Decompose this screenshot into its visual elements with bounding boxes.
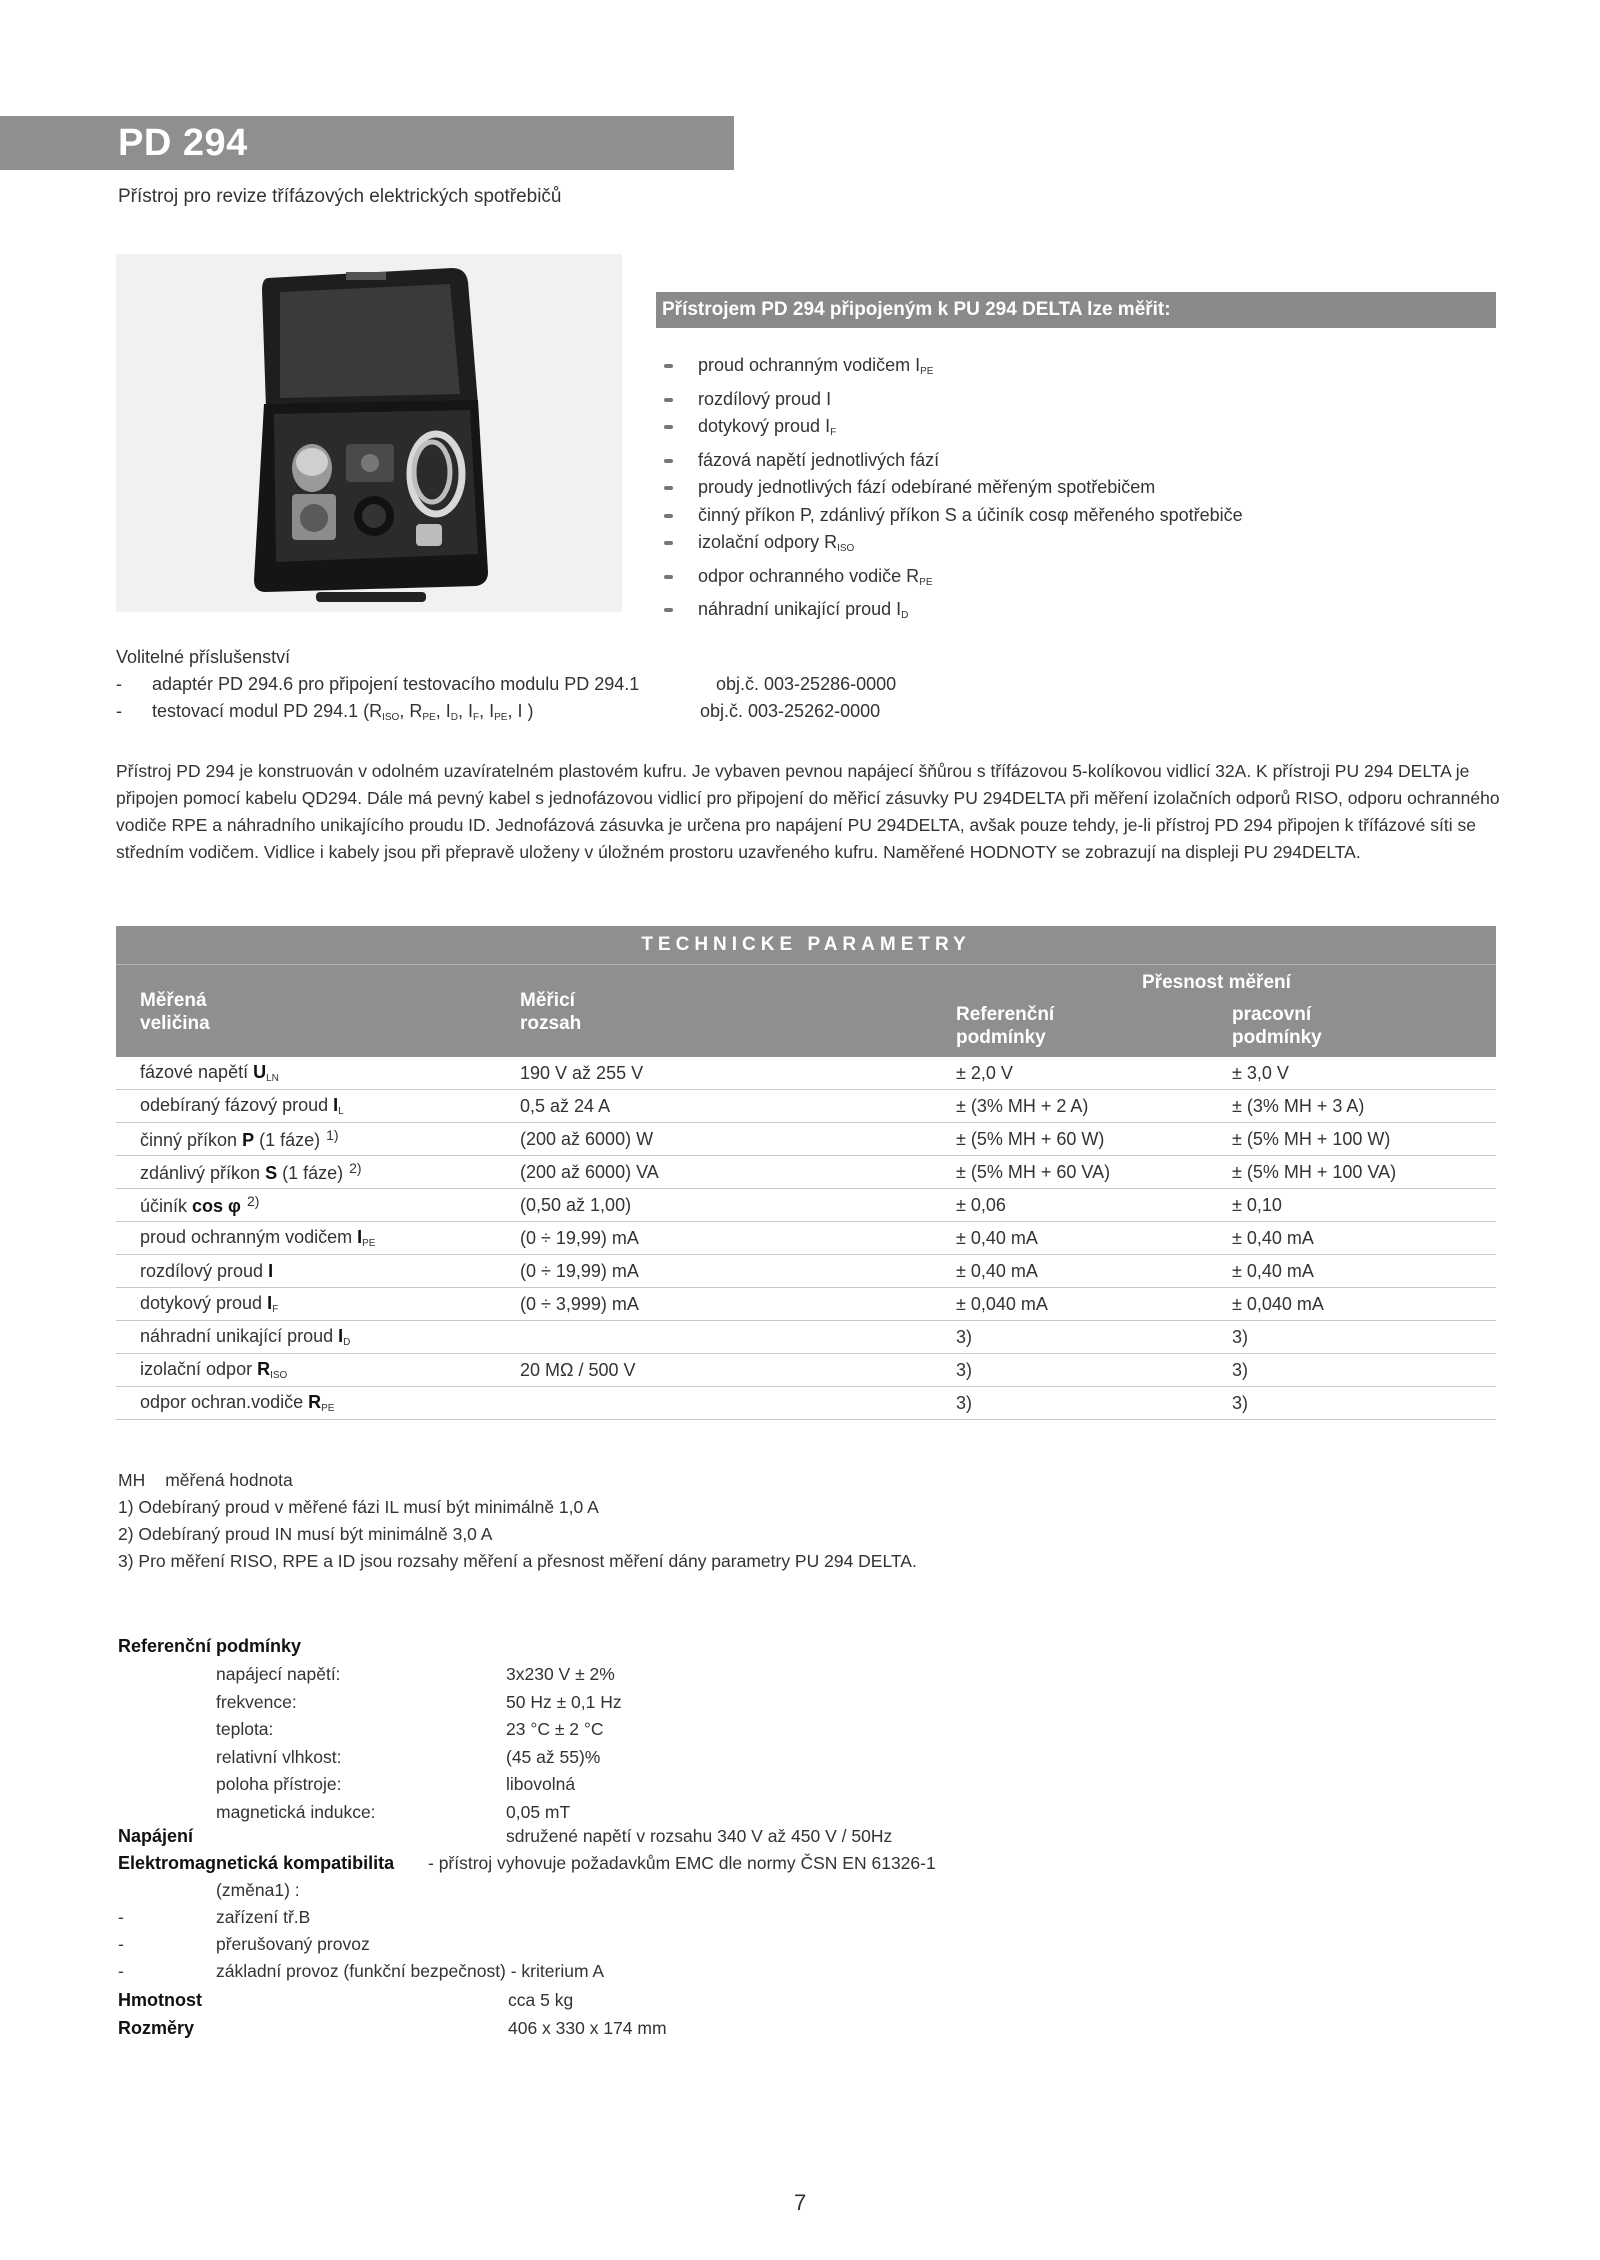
accessory-code: obj.č. 003-25262-0000 bbox=[700, 701, 881, 721]
note-3: 3) Pro měření RISO, RPE a ID jsou rozsahy měření a přesnost měření dány parametry PU 294 DELTA. bbox=[118, 1551, 917, 1571]
footnote-marker: 2) bbox=[349, 1160, 362, 1176]
quantity-subscript: ISO bbox=[270, 1370, 288, 1381]
cell-reference: 3) bbox=[956, 1321, 1232, 1354]
measure-item-text: proudy jednotlivých fází odebírané měřeným spotřebičem bbox=[698, 477, 1156, 497]
quantity-name: náhradní unikající proud bbox=[140, 1326, 339, 1346]
quantity-symbol: R bbox=[308, 1392, 322, 1412]
quantity-subscript: D bbox=[343, 1337, 351, 1348]
emc-item: přerušovaný provoz bbox=[216, 1934, 370, 1954]
cell-working: ± 0,10 bbox=[1232, 1189, 1496, 1222]
measure-item bbox=[660, 447, 1243, 475]
measure-item bbox=[660, 352, 1243, 386]
cell-working: ± 0,040 mA bbox=[1232, 1288, 1496, 1321]
note-mh-abbr: MH bbox=[118, 1470, 146, 1490]
cell-reference: 3) bbox=[956, 1387, 1232, 1420]
cell-range: (0,50 až 1,00) bbox=[520, 1189, 956, 1222]
quantity-symbol: S bbox=[265, 1163, 278, 1183]
reference-param-label: napájecí napětí: bbox=[216, 1664, 341, 1684]
bullet-icon bbox=[664, 459, 673, 463]
cell-reference: 3) bbox=[956, 1354, 1232, 1387]
quantity-name: proud ochranným vodičem bbox=[140, 1227, 358, 1247]
cell-reference: ± (5% MH + 60 VA) bbox=[956, 1156, 1232, 1189]
measure-item bbox=[660, 529, 1243, 563]
quantity-suffix: (1 fáze) bbox=[277, 1163, 344, 1183]
emc-item-dash: - bbox=[118, 1961, 124, 1981]
module-text-part: , I bbox=[435, 701, 451, 721]
note-2: 2) Odebíraný proud IN musí být minimálně 3,0 A bbox=[118, 1524, 493, 1544]
table-title: TECHNICKE PARAMETRY bbox=[116, 926, 1496, 965]
header-quantity-line1: Měřená bbox=[140, 990, 207, 1011]
cell-reference: ± 0,40 mA bbox=[956, 1222, 1232, 1255]
module-text-part: , I bbox=[457, 701, 473, 721]
footnote-marker: 1) bbox=[326, 1127, 339, 1143]
cell-working: ± (5% MH + 100 W) bbox=[1232, 1123, 1496, 1156]
header-reference bbox=[956, 1003, 1054, 1049]
cell-reference: ± 0,040 mA bbox=[956, 1288, 1232, 1321]
quantity-symbol: I bbox=[338, 1326, 344, 1346]
header-range-line1: Měřicí bbox=[520, 990, 575, 1011]
bullet-icon bbox=[664, 541, 673, 545]
cell-range: 190 V až 255 V bbox=[520, 1057, 956, 1090]
reference-param-label: magnetická indukce: bbox=[216, 1801, 376, 1822]
measure-item-subscript: F bbox=[830, 427, 837, 438]
module-text-part: testovací modul PD 294.1 (R bbox=[152, 701, 383, 721]
cell-working: 3) bbox=[1232, 1354, 1496, 1387]
page-title: PD 294 bbox=[118, 122, 248, 164]
accessories-title: Volitelné příslušenství bbox=[116, 647, 291, 667]
quantity-subscript: L bbox=[338, 1106, 344, 1117]
reference-param-value: 50 Hz ± 0,1 Hz bbox=[506, 1691, 622, 1712]
quantity-symbol: I bbox=[267, 1293, 273, 1313]
quantity-name: rozdílový proud bbox=[140, 1260, 269, 1281]
header-accuracy: Přesnost měření bbox=[1142, 972, 1291, 993]
header-quantity bbox=[140, 989, 210, 1035]
power-value: sdružené napětí v rozsahu 340 V až 450 V / 50Hz bbox=[506, 1826, 893, 1846]
table-body bbox=[116, 1057, 1496, 1420]
quantity-name: zdánlivý příkon bbox=[140, 1163, 266, 1183]
measure-item-subscript: PE bbox=[920, 366, 934, 377]
accessory-item-adapter bbox=[116, 674, 639, 695]
measure-item bbox=[660, 386, 1243, 414]
page-number: 7 bbox=[794, 2190, 807, 2215]
cell-quantity bbox=[116, 1090, 520, 1123]
quantity-name: izolační odpor bbox=[140, 1359, 258, 1379]
cell-working: ± (5% MH + 100 VA) bbox=[1232, 1156, 1496, 1189]
footnote-marker: 2) bbox=[246, 1193, 260, 1209]
reference-param-value: 0,05 mT bbox=[506, 1801, 571, 1822]
table-row bbox=[116, 1255, 1496, 1288]
cell-range: (0 ÷ 19,99) mA bbox=[520, 1255, 956, 1288]
cell-range: (200 až 6000) W bbox=[520, 1123, 956, 1156]
quantity-suffix: (1 fáze) bbox=[254, 1130, 321, 1150]
measure-item bbox=[660, 596, 1243, 630]
cell-quantity bbox=[116, 1057, 520, 1090]
measure-item-text: náhradní unikající proud I bbox=[698, 599, 902, 619]
accessory-dash: - bbox=[116, 674, 122, 694]
measure-item bbox=[660, 502, 1243, 530]
cell-quantity bbox=[116, 1321, 520, 1354]
table-header bbox=[116, 965, 1496, 1057]
header-working-line2: podmínky bbox=[1232, 1027, 1322, 1048]
module-subscript: D bbox=[450, 712, 458, 723]
cell-reference: ± 0,40 mA bbox=[956, 1255, 1232, 1288]
table-row bbox=[116, 1090, 1496, 1123]
measure-item-text: izolační odpory R bbox=[698, 532, 838, 552]
accessory-code: obj.č. 003-25286-0000 bbox=[716, 674, 897, 694]
cell-quantity bbox=[116, 1123, 520, 1156]
reference-param-label: relativní vlhkost: bbox=[216, 1746, 342, 1767]
measure-item bbox=[660, 474, 1243, 502]
description-paragraph: Přístroj PD 294 je konstruován v odolném uzavíratelném plastovém kufru. Je vybaven pevnou napájecí šňůrou s třífázovou 5-kolíkovou vidlicí 32A. K přístroji PU 294 DELTA je připojen pomocí kabelu QD294. Dále má pevný kabel s jednofázovou vidlicí pro připojení do měřicí zásuvky PU 294DELTA při měření izolačních odporů RISO, odporu ochranného vodiče RPE a náhradního unikajícího proudu ID. Jednofázová zásuvka je určena pro napájení PU 294DELTA, avšak pouze tehdy, je-li přístroj PD 294 připojen k třífázové síti se středním vodičem. Vidlice i kabely jsou při přepravě uloženy v úložném prostoru uzavřeného kufru. Naměřené HODNOTY se zobrazují na displeji PU 294DELTA. bbox=[116, 761, 1500, 862]
weight-value: cca 5 kg bbox=[508, 1990, 574, 2010]
table-row bbox=[116, 1321, 1496, 1354]
quantity-subscript: PE bbox=[362, 1238, 376, 1249]
module-text-part: , I ) bbox=[507, 701, 534, 721]
cell-quantity bbox=[116, 1354, 520, 1387]
quantity-symbol: U bbox=[253, 1062, 267, 1082]
cell-quantity bbox=[116, 1189, 520, 1222]
header-reference-line2: podmínky bbox=[956, 1027, 1046, 1048]
cell-range: 20 MΩ / 500 V bbox=[520, 1354, 956, 1387]
module-subscript: PE bbox=[494, 712, 508, 723]
cell-working: ± 3,0 V bbox=[1232, 1057, 1496, 1090]
module-subscript: F bbox=[472, 712, 480, 723]
emc-value: - přístroj vyhovuje požadavkům EMC dle normy ČSN EN 61326-1 bbox=[428, 1853, 936, 1873]
module-text-part: , R bbox=[399, 701, 423, 721]
weight-label: Hmotnost bbox=[118, 1990, 202, 2010]
cell-reference: ± 0,06 bbox=[956, 1189, 1232, 1222]
measure-item-text: odpor ochranného vodiče R bbox=[698, 565, 920, 586]
reference-param-value: libovolná bbox=[506, 1774, 576, 1794]
header-quantity-line2: veličina bbox=[140, 1013, 210, 1034]
cell-working: ± 0,40 mA bbox=[1232, 1255, 1496, 1288]
emc-item-dash: - bbox=[118, 1934, 124, 1954]
page-subtitle: Přístroj pro revize třífázových elektrických spotřebičů bbox=[118, 186, 562, 207]
cell-quantity bbox=[116, 1156, 520, 1189]
measure-item-text: činný příkon P, zdánlivý příkon S a účiník cosφ měřeného spotřebiče bbox=[698, 504, 1243, 525]
bullet-icon bbox=[664, 608, 673, 612]
reference-param-value: (45 až 55)% bbox=[506, 1746, 601, 1767]
cell-working: 3) bbox=[1232, 1321, 1496, 1354]
bullet-icon bbox=[664, 514, 673, 518]
header-working-line1: pracovní bbox=[1232, 1004, 1312, 1025]
quantity-name: dotykový proud bbox=[140, 1293, 268, 1313]
reference-param-label: frekvence: bbox=[216, 1691, 297, 1712]
quantity-name: odebíraný fázový proud bbox=[140, 1095, 334, 1115]
cell-quantity bbox=[116, 1222, 520, 1255]
quantity-symbol: I bbox=[333, 1095, 339, 1115]
header-reference-line1: Referenční bbox=[956, 1004, 1055, 1025]
cell-quantity bbox=[116, 1387, 520, 1420]
quantity-symbol: I bbox=[357, 1227, 363, 1247]
table-row bbox=[116, 1057, 1496, 1090]
cell-range: (0 ÷ 3,999) mA bbox=[520, 1288, 956, 1321]
cell-range: (200 až 6000) VA bbox=[520, 1156, 956, 1189]
emc-item: základní provoz (funkční bezpečnost) - kriterium A bbox=[216, 1961, 605, 1981]
accessory-text: adaptér PD 294.6 pro připojení testovacího modulu PD 294.1 bbox=[152, 674, 640, 694]
emc-item: zařízení tř.B bbox=[216, 1907, 311, 1927]
measure-item-subscript: PE bbox=[919, 576, 933, 588]
dimensions-value: 406 x 330 x 174 mm bbox=[508, 2018, 667, 2038]
note-mh-text: měřená hodnota bbox=[165, 1470, 293, 1490]
reference-param-label: poloha přístroje: bbox=[216, 1774, 342, 1794]
quantity-name: odpor ochran.vodiče bbox=[140, 1392, 309, 1412]
bullet-icon bbox=[664, 398, 673, 402]
cell-range bbox=[520, 1321, 956, 1354]
module-subscript: PE bbox=[422, 712, 436, 723]
bullet-icon bbox=[664, 575, 673, 579]
measure-item-text: proud ochranným vodičem I bbox=[698, 355, 921, 375]
dimensions-label: Rozměry bbox=[118, 2018, 195, 2038]
quantity-subscript: PE bbox=[321, 1403, 335, 1414]
emc-change: (změna1) : bbox=[216, 1880, 300, 1900]
quantity-symbol: I bbox=[268, 1260, 274, 1281]
device-photo bbox=[116, 254, 622, 612]
reference-param-value: 3x230 V ± 2% bbox=[506, 1664, 615, 1684]
table-row bbox=[116, 1354, 1496, 1387]
title-band bbox=[0, 116, 734, 170]
cell-range: (0 ÷ 19,99) mA bbox=[520, 1222, 956, 1255]
table-row bbox=[116, 1189, 1496, 1222]
emc-label: Elektromagnetická kompatibilita bbox=[118, 1853, 395, 1873]
accessory-dash: - bbox=[116, 701, 122, 721]
table-row bbox=[116, 1387, 1496, 1420]
reference-param-value: 23 °C ± 2 °C bbox=[506, 1719, 604, 1739]
measure-item-text: dotykový proud I bbox=[698, 416, 831, 436]
reference-param-label: teplota: bbox=[216, 1719, 274, 1739]
table-row bbox=[116, 1123, 1496, 1156]
cell-quantity bbox=[116, 1288, 520, 1321]
header-range-line2: rozsah bbox=[520, 1013, 582, 1034]
quantity-symbol: P bbox=[242, 1130, 255, 1150]
cell-range: 0,5 až 24 A bbox=[520, 1090, 956, 1123]
technical-parameters-table bbox=[116, 926, 1496, 1420]
measure-item-text: fázová napětí jednotlivých fází bbox=[698, 449, 940, 470]
quantity-name: fázové napětí bbox=[140, 1062, 254, 1082]
bullet-icon bbox=[664, 425, 673, 429]
bullet-icon bbox=[664, 364, 673, 368]
bullet-icon bbox=[664, 486, 673, 490]
quantity-subscript: F bbox=[272, 1304, 279, 1315]
note-mh bbox=[118, 1470, 293, 1491]
cell-quantity bbox=[116, 1255, 520, 1288]
header-working bbox=[1232, 1003, 1322, 1049]
measure-item-text: rozdílový proud I bbox=[698, 388, 832, 409]
cell-reference: ± 2,0 V bbox=[956, 1057, 1232, 1090]
quantity-symbol: R bbox=[257, 1359, 271, 1379]
quantity-name: účiník bbox=[140, 1196, 193, 1216]
cell-reference: ± (5% MH + 60 W) bbox=[956, 1123, 1232, 1156]
measure-heading: Přístrojem PD 294 připojeným k PU 294 DELTA lze měřit: bbox=[656, 292, 1496, 328]
measure-item bbox=[660, 563, 1243, 597]
module-text-part: , I bbox=[479, 701, 495, 721]
measure-item-subscript: D bbox=[901, 610, 909, 621]
reference-title: Referenční podmínky bbox=[118, 1636, 302, 1656]
cell-working: ± 0,40 mA bbox=[1232, 1222, 1496, 1255]
table-row bbox=[116, 1288, 1496, 1321]
power-label: Napájení bbox=[118, 1826, 194, 1846]
measure-list bbox=[660, 352, 1243, 630]
quantity-subscript: LN bbox=[266, 1073, 279, 1084]
table-row bbox=[116, 1156, 1496, 1189]
measure-item bbox=[660, 413, 1243, 447]
quantity-name: činný příkon bbox=[140, 1130, 243, 1150]
cell-working: 3) bbox=[1232, 1387, 1496, 1420]
emc-item-dash: - bbox=[118, 1907, 124, 1927]
measure-item-subscript: ISO bbox=[837, 543, 855, 554]
note-1: 1) Odebíraný proud v měřené fázi IL musí být minimálně 1,0 A bbox=[118, 1497, 599, 1517]
cell-working: ± (3% MH + 3 A) bbox=[1232, 1090, 1496, 1123]
device-case-image bbox=[116, 254, 622, 612]
quantity-symbol: cos φ bbox=[192, 1196, 241, 1216]
accessory-item-module bbox=[116, 701, 533, 723]
cell-range bbox=[520, 1387, 956, 1420]
accessory-text bbox=[152, 701, 533, 721]
module-subscript: ISO bbox=[382, 712, 400, 723]
table-row bbox=[116, 1222, 1496, 1255]
header-range bbox=[520, 989, 581, 1035]
cell-reference: ± (3% MH + 2 A) bbox=[956, 1090, 1232, 1123]
